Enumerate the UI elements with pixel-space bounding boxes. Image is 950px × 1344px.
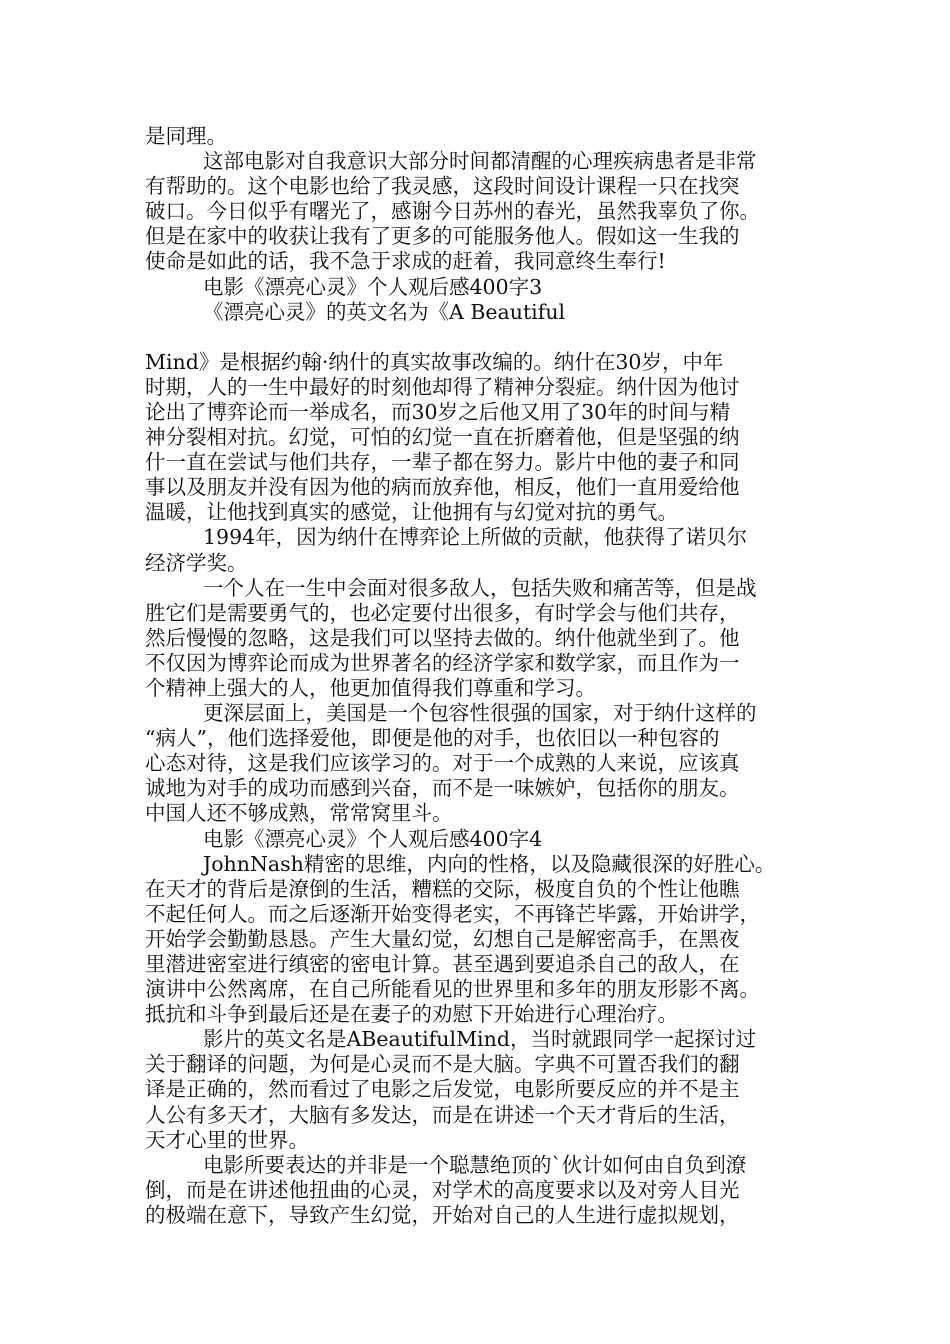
text-line: 天才心里的世界。 — [145, 1127, 309, 1152]
text-line: 温暖，让他找到真实的感觉，让他拥有与幻觉对抗的勇气。 — [145, 500, 678, 525]
text-line: 一个人在一生中会面对很多敌人，包括失败和痛苦等，但是战 — [203, 575, 757, 600]
text-line: 神分裂相对抗。幻觉，可怕的幻觉一直在折磨着他，但是坚强的纳 — [145, 425, 740, 450]
paragraph — [145, 576, 825, 701]
text-line: 不起任何人。而之后逐渐开始变得老实，不再锋芒毕露，开始讲学， — [145, 901, 760, 926]
text-line: 经济学奖。 — [145, 550, 248, 575]
text-line: 译是正确的，然而看过了电影之后发觉，电影所要反应的并不是主 — [145, 1077, 740, 1102]
text-line: 人公有多天才，大脑有多发达，而是在讲述一个天才背后的生活， — [145, 1102, 740, 1127]
text-line: 影片的英文名是ABeautifulMind，当时就跟同学一起探讨过 — [203, 1027, 756, 1052]
text-line: 抵抗和斗争到最后还是在妻子的劝慰下开始进行心理治疗。 — [145, 1002, 678, 1027]
text-line: 《漂亮心灵》的英文名为《A Beautiful — [203, 299, 566, 324]
paragraph — [145, 1027, 825, 1152]
paragraph — [145, 300, 825, 325]
blank-line — [145, 325, 825, 350]
text-line: “病人”，他们选择爱他，即便是他的对手，也依旧以一种包容的 — [145, 726, 720, 751]
text-line: 的极端在意下，导致产生幻觉，开始对自己的人生进行虚拟规划， — [145, 1202, 740, 1227]
text-line: 破口。今日似乎有曙光了，感谢今日苏州的春光，虽然我辜负了你。 — [145, 199, 760, 224]
paragraph — [145, 350, 825, 526]
text-line: 这部电影对自我意识大部分时间都清醒的心理疾病患者是非常 — [203, 149, 757, 174]
text-line: 但是在家中的收获让我有了更多的可能服务他人。假如这一生我的 — [145, 224, 740, 249]
text-line: 开始学会勤勤恳恳。产生大量幻觉，幻想自己是解密高手，在黑夜 — [145, 926, 740, 951]
text-line: 使命是如此的话，我不急于求成的赶着，我同意终生奉行! — [145, 249, 666, 274]
text-line: 演讲中公然离席，在自己所能看见的世界里和多年的朋友形影不离。 — [145, 977, 760, 1002]
text-line: 胜它们是需要勇气的，也必定要付出很多，有时学会与他们共存， — [145, 600, 740, 625]
paragraph — [145, 124, 825, 149]
text-line: JohnNash精密的思维，内向的性格，以及隐藏很深的好胜心。 — [203, 851, 776, 876]
text-line: 1994年，因为纳什在博弈论上所做的贡献，他获得了诺贝尔 — [203, 525, 748, 550]
paragraph — [145, 1153, 825, 1228]
paragraph — [145, 275, 825, 300]
paragraph — [145, 701, 825, 826]
text-line: 时期，人的一生中最好的时刻他却得了精神分裂症。纳什因为他讨 — [145, 374, 740, 399]
text-line: 在天才的背后是潦倒的生活，糟糕的交际，极度自负的个性让他瞧 — [145, 876, 740, 901]
text-line: 电影《漂亮心灵》个人观后感400字3 — [203, 274, 543, 299]
text-line: 电影《漂亮心灵》个人观后感400字4 — [203, 826, 543, 851]
paragraph — [145, 149, 825, 274]
text-line: 论出了博弈论而一举成名，而30岁之后他又用了30年的时间与精 — [145, 399, 731, 424]
paragraph — [145, 525, 825, 575]
text-line: 是同理。 — [145, 124, 227, 148]
text-line: 不仅因为博弈论而成为世界著名的经济学家和数学家，而且作为一 — [145, 650, 740, 675]
text-line: 有帮助的。这个电影也给了我灵感，这段时间设计课程一只在找突 — [145, 174, 740, 199]
text-line: 里潜进密室进行缜密的密电计算。甚至遇到要追杀自己的敌人，在 — [145, 952, 740, 976]
text-line: 什一直在尝试与他们共存，一辈子都在努力。影片中他的妻子和同 — [145, 450, 740, 475]
text-line: 个精神上强大的人，他更加值得我们尊重和学习。 — [145, 675, 596, 700]
text-line: 关于翻译的问题，为何是心灵而不是大脑。字典不可置否我们的翻 — [145, 1052, 740, 1077]
text-line: 心态对待，这是我们应该学习的。对于一个成熟的人来说，应该真 — [145, 751, 740, 776]
document-body — [145, 124, 825, 1228]
text-line: Mind》是根据约翰·纳什的真实故事改编的。纳什在30岁，中年 — [145, 349, 724, 374]
text-line: 诚地为对手的成功而感到兴奋，而不是一味嫉妒，包括你的朋友。 — [145, 776, 740, 801]
text-line: 中国人还不够成熟，常常窝里斗。 — [145, 801, 453, 826]
paragraph — [145, 852, 825, 1028]
text-line: 事以及朋友并没有因为他的病而放弃他，相反，他们一直用爱给他 — [145, 475, 740, 500]
text-line: 倒，而是在讲述他扭曲的心灵，对学术的高度要求以及对旁人目光 — [145, 1177, 740, 1202]
text-line: 更深层面上，美国是一个包容性很强的国家，对于纳什这样的 — [203, 701, 757, 726]
text-line: 电影所要表达的并非是一个聪慧绝顶的`伙计如何由自负到潦 — [203, 1152, 747, 1177]
text-line: 然后慢慢的忽略，这是我们可以坚持去做的。纳什他就坐到了。他 — [145, 625, 740, 650]
paragraph — [145, 827, 825, 852]
